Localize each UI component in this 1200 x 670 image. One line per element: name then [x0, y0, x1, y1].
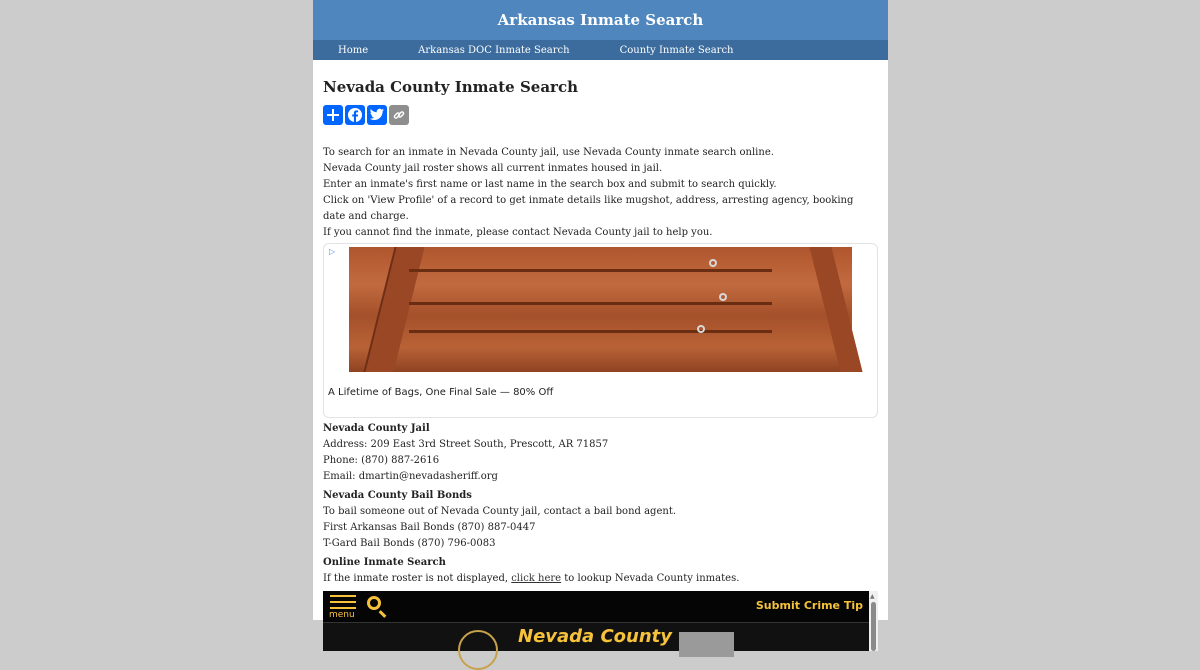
- ad-image[interactable]: [349, 247, 852, 372]
- plus-icon[interactable]: [323, 105, 343, 125]
- bag-zipper: [409, 330, 772, 333]
- copy-link-icon[interactable]: [389, 105, 409, 125]
- menu-icon[interactable]: [330, 595, 356, 609]
- bail-info: [323, 488, 878, 552]
- main-nav: [313, 40, 888, 60]
- online-prefix: If the inmate roster is not displayed,: [323, 573, 512, 584]
- facebook-icon[interactable]: [345, 105, 365, 125]
- roster-embed[interactable]: [323, 591, 878, 651]
- content: [313, 77, 888, 651]
- jail-heading: Nevada County Jail: [323, 423, 430, 434]
- intro-line: Click on 'View Profile' of a record to get inmate details like mugshot, address, arresting agency, booking date and charge.: [323, 195, 854, 222]
- county-map-icon: [679, 632, 734, 657]
- intro-line: Nevada County jail roster shows all current inmates housed in jail.: [323, 163, 663, 174]
- menu-label[interactable]: menu: [329, 610, 355, 620]
- embed-scrollbar[interactable]: [869, 591, 878, 651]
- scroll-thumb[interactable]: [871, 602, 876, 651]
- share-bar: [323, 105, 878, 125]
- jail-phone: Phone: (870) 887-2616: [323, 455, 440, 466]
- bail-line: First Arkansas Bail Bonds (870) 887-0447: [323, 522, 536, 533]
- jail-address: Address: 209 East 3rd Street South, Prescott, AR 71857: [323, 439, 609, 450]
- intro-line: Enter an inmate's first name or last name in the search box and submit to search quickly.: [323, 179, 777, 190]
- bag-zipper: [409, 269, 772, 272]
- county-seal-icon: [458, 630, 498, 670]
- advertisement[interactable]: [323, 243, 878, 418]
- bag-strap: [363, 247, 424, 372]
- intro-text: [323, 145, 878, 241]
- bail-heading: Nevada County Bail Bonds: [323, 490, 472, 501]
- banner-title: Nevada County: [518, 626, 672, 647]
- intro-line: To search for an inmate in Nevada County jail, use Nevada County inmate search online.: [323, 147, 774, 158]
- submit-crime-tip-link[interactable]: Submit Crime Tip: [755, 599, 863, 612]
- embed-toolbar: [323, 591, 869, 622]
- nav-county-search[interactable]: County Inmate Search: [619, 44, 734, 56]
- bag-strap: [809, 247, 862, 372]
- intro-line: If you cannot find the inmate, please contact Nevada County jail to help you.: [323, 227, 713, 238]
- nav-arkansas-doc[interactable]: Arkansas DOC Inmate Search: [418, 44, 570, 56]
- online-heading: Online Inmate Search: [323, 557, 446, 568]
- click-here-link[interactable]: click here: [511, 573, 562, 584]
- jail-info: [323, 421, 878, 485]
- page: [313, 0, 888, 647]
- zipper-pull: [709, 259, 717, 267]
- embed-banner: [323, 622, 869, 651]
- online-suffix: to lookup Nevada County inmates.: [561, 573, 740, 584]
- twitter-icon[interactable]: [367, 105, 387, 125]
- site-title[interactable]: Arkansas Inmate Search: [313, 0, 888, 40]
- bail-line: T-Gard Bail Bonds (870) 796-0083: [323, 538, 496, 549]
- ad-caption[interactable]: A Lifetime of Bags, One Final Sale — 80% Off: [328, 387, 554, 398]
- online-search: [323, 555, 878, 587]
- bail-line: To bail someone out of Nevada County jail, contact a bail bond agent.: [323, 506, 677, 517]
- online-text: [323, 571, 878, 587]
- zipper-pull: [719, 293, 727, 301]
- adchoices-icon[interactable]: ▷: [329, 247, 336, 256]
- search-icon[interactable]: [367, 596, 381, 610]
- bag-zipper: [409, 302, 772, 305]
- page-title: Nevada County Inmate Search: [323, 78, 578, 96]
- zipper-pull: [697, 325, 705, 333]
- jail-email: Email: dmartin@nevadasheriff.org: [323, 471, 498, 482]
- scroll-up-icon[interactable]: ▲: [870, 593, 875, 600]
- nav-home[interactable]: Home: [338, 44, 369, 56]
